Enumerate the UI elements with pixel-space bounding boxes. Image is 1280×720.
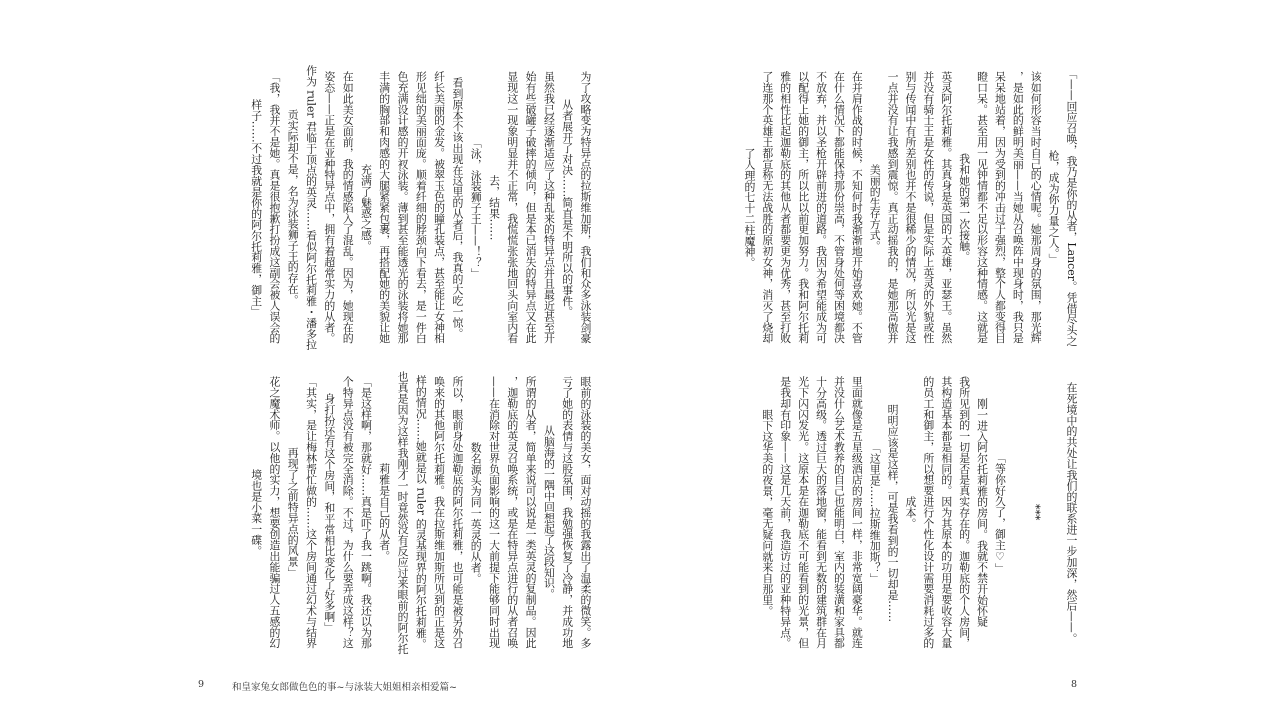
text-column: 眼下这华美的夜景，毫无疑问就来自那里。 [760, 408, 774, 617]
text-column: 成本。 [903, 496, 917, 529]
text-column: 姿态——正是在亚种特异点中，拥有着超常实力的从者。 [322, 71, 336, 344]
text-column: 的员工和御主，所以想要进行个性化设计需要消耗过多的 [921, 376, 935, 649]
text-column: 十分高级。透过巨大的落地窗，能看到无数的建筑群在月 [814, 376, 828, 649]
text-column: 了连那个英雄王都宣称无法战胜的原初女神，消灭了烧却 [760, 71, 774, 344]
text-column: 贡实际却不是，名为泳装狮子王的存在。 [286, 109, 300, 306]
text-column: 在并肩作战的时候，不知何时我渐渐地开始喜欢她。不管 [850, 71, 864, 344]
text-column: 并没什么艺术教养的自己也能明白，室内的装潢和家具都 [832, 376, 846, 649]
text-column: 该如何形容当时自己的心情呢。她那周身的氛围，那光辉 [1029, 71, 1043, 344]
text-column: 瞪口呆。甚至用一见钟情都不足以形容这种情感。这就是 [975, 71, 989, 344]
text-column: 花之魔术师。以他的实力，想要创造出能骗过人五感的幻 [267, 376, 281, 649]
text-column: 我所见到的一切是否是真实存在的。迦勒底的个人房间， [957, 376, 971, 649]
text-column: ，迦勒底的英灵召唤系统，或是在特异点进行的从者召唤 [505, 376, 519, 649]
right-page-top-text [736, 70, 1076, 345]
text-column: 「我，我并不是她。真是很抱歉打扮成这副会被人误会的 [267, 71, 281, 344]
text-column: 在什么情况下都能保持那份崇高，不管身处何等困境都决 [832, 71, 846, 344]
text-column: 所谓的从者，简单来说可以说是一类英灵的复制品。因此 [524, 376, 538, 649]
text-column: ，是如此的鲜明美丽——当她从召唤阵中现身时，我只是 [1011, 71, 1025, 344]
text-column: 去，结果…… [487, 174, 501, 241]
text-column: 「泳，泳装狮子王——！？」 [469, 136, 483, 279]
text-column: 显现这一现象明显并不正常，我慌慌张张地回头向室内看 [505, 71, 519, 344]
text-column: 从脑海的一隅中回想起了这段知识。 [542, 425, 556, 600]
text-column [1004, 375, 1022, 650]
text-column: 我和她的第一次接触。 [957, 153, 971, 262]
text-column: 雅的相性比起迦勒底的其他从者都要更为优秀，甚至打败 [778, 71, 792, 344]
text-column: 莉雅是自己的从者。 [377, 463, 391, 562]
text-column: 「——回应召唤，我乃是你的从者，Lancer。凭借尽头之 [1065, 68, 1078, 347]
text-column: 色充满设计感的开衩泳装。薄到甚至能透光的泳装将她那 [396, 71, 410, 344]
text-column: 呆呆地站着，因为受到的冲击过于强烈，整个人都变得目 [993, 71, 1007, 344]
text-column: 并没有骑士王是女性的传说，但是实际上英灵的外貌或性 [921, 71, 935, 344]
text-column: 数名源头为同一英灵的从者。 [469, 441, 483, 584]
text-column: 样子……不过我就是你的阿尔托莉雅，御主」 [249, 98, 263, 317]
text-column: 作为 ruler 君临于顶点的英灵……看似阿尔托莉雅・潘多拉 [304, 65, 318, 350]
text-column: 刚一进入阿尔托莉雅的房间。我就不禁开始怀疑 [975, 398, 989, 627]
text-column: 光下闪闪发光。这原本是在迦勒底不可能看到的光景，但 [796, 376, 810, 649]
text-column: 眼前的泳装的美女，面对动摇的我露出了温柔的微笑。多 [579, 376, 592, 649]
left-page-top-text [242, 65, 592, 350]
text-column: 为了攻略变为特异点的拉斯维加斯，我们和众多泳装剑豪 [579, 71, 592, 344]
text-column: 明明应该是这样，可是我看到的一切却是…… [886, 403, 900, 622]
text-column: 唤来的其他阿尔托莉雅。我在拉斯维加斯所见到的正是这 [432, 376, 446, 649]
text-column: 英灵阿尔托莉雅。其真身是英国的大英雄，亚瑟王。虽然 [939, 71, 953, 344]
text-column: 枪，成为你力量之人。」 [1047, 150, 1061, 265]
running-title: 和皇家兔女郎做色色的事~与泳装大姐姐相亲相爱篇~ [232, 682, 457, 693]
text-column: 纤长美丽的金发。被翠玉色的瞳孔装点，甚至能让女神相 [432, 71, 446, 344]
text-column: 境也是小菜一碟。 [249, 468, 263, 557]
text-column [1040, 375, 1058, 650]
text-column: 「是这样啊，那就好……真是吓了我一跳啊。我还以为那 [359, 376, 373, 649]
text-column: 从者展开了对决……简直是不明所以的事件。 [560, 98, 574, 317]
text-column: 样的情况……她就是以 ruler 的灵基现界的阿尔托莉雅。 [414, 375, 428, 650]
text-column: 丰满的胸部和肉感的大腿紧紧包裹，再搭配她的美貌让她 [377, 71, 391, 344]
text-column: 「其实，是让梅林帮忙做的……这个房间通过幻术与结界 [304, 376, 318, 649]
text-column: 不放弃，并以圣枪开辟前进的道路。我因为希望能成为可 [814, 71, 828, 344]
text-column: 所以，眼前身处迦勒底的阿尔托莉雅，也可能是被另外召 [450, 376, 464, 649]
text-column: 个特异点没有被完全消除。不过，为什么要弄成这样？这 [341, 376, 355, 649]
text-column: 别与传闻中有所差别也并不是很稀少的情况，所以光是这 [903, 71, 917, 344]
text-column: 身打扮还有这个房间，和平常相比变化了好多啊」 [322, 392, 336, 633]
text-column: 亏了她的表情与这股氛围，我勉强恢复了冷静，并成功地 [560, 376, 574, 649]
text-column: 看到原本不该出现在这里的从者后，我真的大吃一惊。 [450, 76, 464, 339]
text-column: 了人理的七十二柱魔神。 [742, 147, 756, 268]
text-column: 「等你好久了，御主♡」 [993, 451, 1007, 574]
text-column: 在死境中的共处让我们的联系进一步加深，然后——。 [1065, 381, 1078, 644]
text-column: 是我却有印象——这是几天前，我造访过的亚种特异点。 [778, 376, 792, 649]
text-column: 虽然我已经逐渐适应了这种乱来的特异点并且最近甚至开 [542, 71, 556, 344]
text-column: 形见绌的美丽面庞。顺着纤细的脖颈向下看去，是一件白 [414, 71, 428, 344]
text-column: 其构造基本都是相同的。因为其原本的功用是要收容大量 [939, 376, 953, 649]
text-column: 再现了之前特异点的风景」 [286, 447, 300, 578]
text-column: ——在消除对世界负面影响的这一大前提下能够同时出现 [487, 376, 501, 649]
right-page-number: 8 [1071, 679, 1078, 690]
text-column: 在如此美女面前，我的情感陷入了混乱。因为，她现在的 [341, 71, 355, 344]
text-column: 始有些破罐子破摔的倾向，但是本已消失的特异点又在此 [524, 71, 538, 344]
right-page-bottom-text [754, 375, 1076, 650]
left-page-bottom-text [242, 370, 592, 655]
text-column: *** [1029, 504, 1043, 521]
text-column: 也真是因为这样我刚才一时竟然没有反应过来眼前的阿尔托 [396, 370, 410, 655]
text-column: 里面就像是五星级酒店的房间一样，非常宽阔豪华。就连 [850, 376, 864, 649]
text-column: 「这里是……拉斯维加斯？」 [868, 441, 882, 584]
text-column: 充满了魅惑之感。 [359, 163, 373, 252]
text-column: 以配得上她的御主，所以比以前更加努力。我和阿尔托莉 [796, 71, 810, 344]
left-page-number: 9 [198, 679, 205, 690]
text-column: 一点并没有让我感到震惊。真正动摇我的，是她那高傲并 [886, 71, 900, 344]
text-column: 美丽的生存方式。 [868, 163, 882, 252]
